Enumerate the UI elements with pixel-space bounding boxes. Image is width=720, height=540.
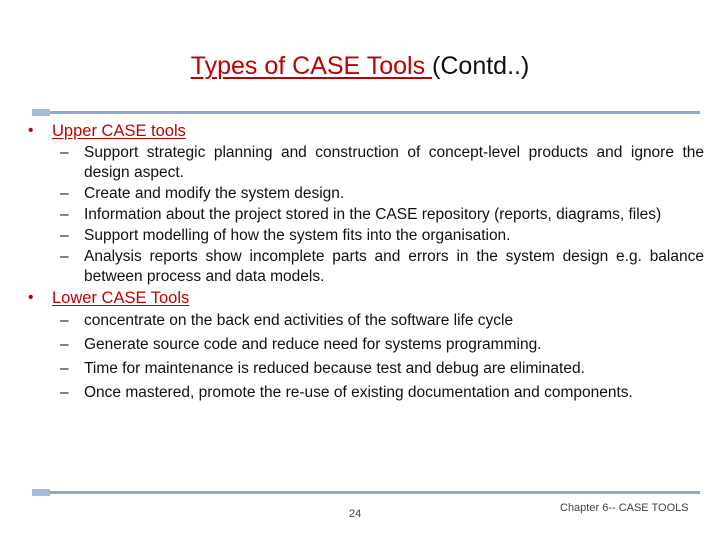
- dash-glyph: –: [60, 144, 69, 161]
- dash-glyph: –: [60, 312, 69, 329]
- page-number: 24: [349, 508, 362, 520]
- slide-content: [28, 121, 704, 407]
- list-item-text: Create and modify the system design.: [84, 185, 345, 202]
- list-item-text: Support modelling of how the system fits into the organisation.: [84, 227, 511, 244]
- bottom-divider-accent: [32, 489, 50, 496]
- dash-glyph: –: [60, 336, 69, 353]
- list-item: [28, 359, 704, 379]
- list-item: [28, 311, 704, 331]
- list-item-text: Once mastered, promote the re-use of existing documentation and components.: [84, 384, 633, 401]
- list-item: [28, 226, 704, 246]
- section-heading-row: [28, 121, 704, 142]
- slide-title: [0, 52, 720, 81]
- dash-glyph: –: [60, 185, 69, 202]
- section-upper-case: [28, 121, 704, 287]
- section-heading: Upper CASE tools: [52, 122, 186, 140]
- list-item-text: Analysis reports show incomplete parts and errors in the system design e.g. balance between process and data models.: [84, 248, 704, 285]
- bottom-divider: [32, 491, 700, 494]
- section-heading: Lower CASE Tools: [52, 289, 190, 307]
- list-item-text: Time for maintenance is reduced because test and debug are eliminated.: [84, 360, 585, 377]
- slide-title-underlined: Types of CASE Tools: [190, 52, 433, 80]
- dash-glyph: –: [60, 248, 69, 265]
- list-item-text: Information about the project stored in the CASE repository (reports, diagrams, files): [84, 206, 662, 223]
- dash-glyph: –: [60, 384, 69, 401]
- dash-glyph: –: [60, 360, 69, 377]
- list-item-text: Support strategic planning and construction of concept-level products and ignore the design aspect.: [84, 144, 704, 181]
- list-item: [28, 143, 704, 183]
- slide-title-rest: (Contd..): [432, 52, 530, 80]
- list-item: [28, 383, 704, 403]
- list-item: [28, 205, 704, 225]
- top-divider: [32, 111, 700, 114]
- list-item-text: Generate source code and reduce need for systems programming.: [84, 336, 542, 353]
- list-item: [28, 184, 704, 204]
- list-item: [28, 335, 704, 355]
- dash-glyph: –: [60, 227, 69, 244]
- bullet-glyph: •: [28, 122, 34, 139]
- top-divider-accent: [32, 109, 50, 116]
- list-item-text: concentrate on the back end activities of the software life cycle: [84, 312, 514, 329]
- section-heading-row: [28, 288, 704, 309]
- list-item: [28, 247, 704, 287]
- dash-glyph: –: [60, 206, 69, 223]
- bullet-glyph: •: [28, 289, 34, 306]
- footer-chapter: Chapter 6-- CASE TOOLS: [560, 502, 689, 514]
- section-lower-case: [28, 288, 704, 403]
